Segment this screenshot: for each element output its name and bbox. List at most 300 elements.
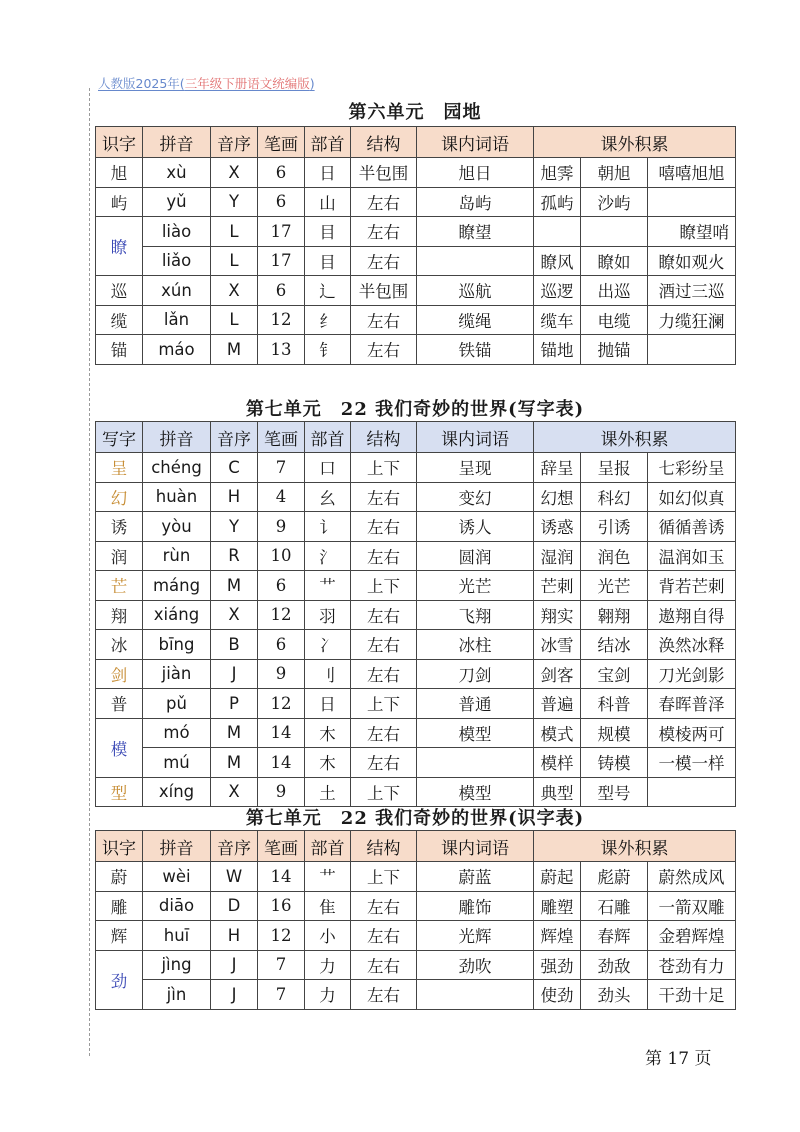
cell-pinyin: lǎn: [143, 305, 211, 335]
cell-word: 圆润: [417, 541, 534, 571]
cell-pinyin: rùn: [143, 541, 211, 571]
cell-ext: 瞭如: [581, 246, 648, 276]
cell-word: [417, 246, 534, 276]
cell-pinyin: jìn: [143, 980, 211, 1010]
cell-radical: 力: [305, 980, 351, 1010]
cell-order: L: [211, 246, 258, 276]
cell-order: L: [211, 217, 258, 247]
cell-structure: 左右: [351, 950, 417, 980]
cell-word: 诱人: [417, 512, 534, 542]
header-prefix: 人教版2025年(: [98, 76, 185, 91]
cell-structure: 左右: [351, 600, 417, 630]
cell-order: J: [211, 980, 258, 1010]
cell-order: M: [211, 718, 258, 748]
cell-strokes: 14: [258, 748, 305, 778]
cell-ext: 一箭双雕: [648, 891, 736, 921]
cell-ext: 循循善诱: [648, 512, 736, 542]
cell-structure: 上下: [351, 862, 417, 892]
cell-ext: 旭霁: [534, 158, 581, 188]
cell-ext: 力缆狂澜: [648, 305, 736, 335]
cell-word: 刀剑: [417, 659, 534, 689]
cell-ext: 石雕: [581, 891, 648, 921]
cell-ext: [648, 335, 736, 365]
table-unit7-writing: [95, 421, 736, 807]
cell-char: 诱: [96, 512, 143, 542]
cell-radical: 口: [305, 453, 351, 483]
cell-structure: 左右: [351, 748, 417, 778]
cell-ext: 朝旭: [581, 158, 648, 188]
cell-pinyin: liǎo: [143, 246, 211, 276]
cell-word: 呈现: [417, 453, 534, 483]
cell-radical: 讠: [305, 512, 351, 542]
cell-order: W: [211, 862, 258, 892]
cell-radical: 力: [305, 950, 351, 980]
cell-char: 瞭: [96, 217, 143, 276]
cell-char: 雕: [96, 891, 143, 921]
table-row: [96, 718, 736, 748]
table-row: [96, 689, 736, 719]
cell-ext: 春晖普泽: [648, 689, 736, 719]
cell-pinyin: wèi: [143, 862, 211, 892]
cell-pinyin: jiàn: [143, 659, 211, 689]
cell-char: 芒: [96, 571, 143, 601]
cell-strokes: 7: [258, 453, 305, 483]
cell-ext: 一模一样: [648, 748, 736, 778]
cell-strokes: 12: [258, 689, 305, 719]
cell-structure: 左右: [351, 512, 417, 542]
header-highlight: 三年级下册语文统编版: [184, 76, 310, 91]
cell-word: 蔚蓝: [417, 862, 534, 892]
table-row: [96, 862, 736, 892]
cell-word: 冰柱: [417, 630, 534, 660]
cell-strokes: 12: [258, 305, 305, 335]
cell-pinyin: xù: [143, 158, 211, 188]
cell-radical: 日: [305, 158, 351, 188]
cell-order: Y: [211, 187, 258, 217]
cell-ext: 翔实: [534, 600, 581, 630]
cell-radical: 木: [305, 748, 351, 778]
cell-strokes: 9: [258, 512, 305, 542]
cell-ext: 幻想: [534, 482, 581, 512]
table-row: [96, 659, 736, 689]
table-row: [96, 187, 736, 217]
cell-ext: [534, 217, 581, 247]
cell-order: P: [211, 689, 258, 719]
cell-strokes: 10: [258, 541, 305, 571]
cell-char: 普: [96, 689, 143, 719]
cell-ext: 七彩纷呈: [648, 453, 736, 483]
cell-radical: 小: [305, 921, 351, 951]
cell-word: 岛屿: [417, 187, 534, 217]
cell-ext: 铸模: [581, 748, 648, 778]
cell-pinyin: jìng: [143, 950, 211, 980]
cell-word: 模型: [417, 718, 534, 748]
cell-strokes: 6: [258, 571, 305, 601]
cell-radical: 纟: [305, 305, 351, 335]
cell-order: D: [211, 891, 258, 921]
cell-order: H: [211, 482, 258, 512]
table-header-row: [96, 127, 736, 158]
cell-ext: 型号: [581, 777, 648, 807]
cell-order: X: [211, 777, 258, 807]
header-word: 课内词语: [417, 422, 534, 453]
cell-ext: 孤屿: [534, 187, 581, 217]
cell-strokes: 14: [258, 718, 305, 748]
header-strokes: 笔画: [258, 831, 305, 862]
cell-ext: 劲头: [581, 980, 648, 1010]
cell-ext: 结冰: [581, 630, 648, 660]
cell-ext: 规模: [581, 718, 648, 748]
cell-ext: 芒刺: [534, 571, 581, 601]
cell-ext: 辉煌: [534, 921, 581, 951]
cell-ext: 模样: [534, 748, 581, 778]
cell-char: 翔: [96, 600, 143, 630]
cell-ext: 瞭如观火: [648, 246, 736, 276]
header-word: 课内词语: [417, 127, 534, 158]
cell-pinyin: mú: [143, 748, 211, 778]
cell-pinyin: bīng: [143, 630, 211, 660]
cell-strokes: 17: [258, 217, 305, 247]
cell-structure: 左右: [351, 630, 417, 660]
cell-ext: 雕塑: [534, 891, 581, 921]
cell-word: 旭日: [417, 158, 534, 188]
header-strokes: 笔画: [258, 127, 305, 158]
header-word: 课内词语: [417, 831, 534, 862]
cell-word: 雕饰: [417, 891, 534, 921]
cell-radical: 羽: [305, 600, 351, 630]
cell-ext: 彪蔚: [581, 862, 648, 892]
cell-ext: 普遍: [534, 689, 581, 719]
cell-structure: 左右: [351, 482, 417, 512]
table-row: [96, 305, 736, 335]
table-row: [96, 891, 736, 921]
cell-char: 巡: [96, 276, 143, 306]
cell-ext: 温润如玉: [648, 541, 736, 571]
cell-radical: 山: [305, 187, 351, 217]
cell-strokes: 6: [258, 630, 305, 660]
cell-strokes: 9: [258, 777, 305, 807]
cell-ext: 遨翔自得: [648, 600, 736, 630]
header-structure: 结构: [351, 831, 417, 862]
cell-ext: 使劲: [534, 980, 581, 1010]
cell-word: 瞭望: [417, 217, 534, 247]
cell-order: X: [211, 600, 258, 630]
cell-ext: 苍劲有力: [648, 950, 736, 980]
cell-ext: 科普: [581, 689, 648, 719]
cell-order: Y: [211, 512, 258, 542]
table-row: [96, 482, 736, 512]
cell-order: X: [211, 158, 258, 188]
cell-char: 润: [96, 541, 143, 571]
cell-ext: 蔚然成风: [648, 862, 736, 892]
table-row: [96, 335, 736, 365]
cell-word: 变幻: [417, 482, 534, 512]
cell-ext: 嘻嘻旭旭: [648, 158, 736, 188]
cell-pinyin: chéng: [143, 453, 211, 483]
cell-ext: 沙屿: [581, 187, 648, 217]
cell-structure: 左右: [351, 921, 417, 951]
cell-order: M: [211, 571, 258, 601]
cell-structure: 半包围: [351, 276, 417, 306]
cell-ext: 瞭望哨: [648, 217, 736, 247]
table-row: [96, 512, 736, 542]
cell-ext: 涣然冰释: [648, 630, 736, 660]
header-char: 写字: [96, 422, 143, 453]
table-unit7-reading: [95, 830, 736, 1010]
cell-order: J: [211, 659, 258, 689]
cell-ext: 宝剑: [581, 659, 648, 689]
cell-structure: 左右: [351, 891, 417, 921]
cell-order: M: [211, 748, 258, 778]
cell-radical: 土: [305, 777, 351, 807]
cell-word: 模型: [417, 777, 534, 807]
cell-word: 缆绳: [417, 305, 534, 335]
cell-char: 呈: [96, 453, 143, 483]
cell-order: J: [211, 950, 258, 980]
cell-ext: 润色: [581, 541, 648, 571]
cell-word: 巡航: [417, 276, 534, 306]
section-title-unit7-reading: 第七单元 22 我们奇妙的世界(识字表): [245, 808, 585, 829]
cell-strokes: 7: [258, 980, 305, 1010]
cell-word: 普通: [417, 689, 534, 719]
cell-order: H: [211, 921, 258, 951]
cell-strokes: 14: [258, 862, 305, 892]
cell-strokes: 6: [258, 276, 305, 306]
cell-word: 劲吹: [417, 950, 534, 980]
cell-order: L: [211, 305, 258, 335]
document-header: [98, 74, 315, 92]
cell-structure: 左右: [351, 659, 417, 689]
cell-structure: 上下: [351, 689, 417, 719]
cell-char: 屿: [96, 187, 143, 217]
cell-ext: 冰雪: [534, 630, 581, 660]
cell-ext: 模棱两可: [648, 718, 736, 748]
cell-order: X: [211, 276, 258, 306]
header-char: 识字: [96, 127, 143, 158]
cell-word: [417, 980, 534, 1010]
cell-ext: 电缆: [581, 305, 648, 335]
header-ext: 课外积累: [534, 422, 736, 453]
cell-ext: 剑客: [534, 659, 581, 689]
cell-ext: 模式: [534, 718, 581, 748]
header-strokes: 笔画: [258, 422, 305, 453]
cell-char: 模: [96, 718, 143, 777]
cell-ext: 蔚起: [534, 862, 581, 892]
header-order: 音序: [211, 831, 258, 862]
cell-char: 劲: [96, 950, 143, 1009]
table-row: [96, 921, 736, 951]
table-row: [96, 950, 736, 980]
cell-ext: 巡逻: [534, 276, 581, 306]
cell-order: R: [211, 541, 258, 571]
table-row: [96, 158, 736, 188]
cell-ext: 瞭风: [534, 246, 581, 276]
header-structure: 结构: [351, 422, 417, 453]
cell-ext: 刀光剑影: [648, 659, 736, 689]
cell-radical: 幺: [305, 482, 351, 512]
header-structure: 结构: [351, 127, 417, 158]
cell-word: 飞翔: [417, 600, 534, 630]
cell-radical: 日: [305, 689, 351, 719]
cell-pinyin: yǔ: [143, 187, 211, 217]
cell-ext: 抛锚: [581, 335, 648, 365]
cell-radical: 氵: [305, 541, 351, 571]
cell-ext: 典型: [534, 777, 581, 807]
cell-word: 铁锚: [417, 335, 534, 365]
cell-pinyin: yòu: [143, 512, 211, 542]
header-pinyin: 拼音: [143, 127, 211, 158]
cell-pinyin: liào: [143, 217, 211, 247]
cell-strokes: 6: [258, 158, 305, 188]
section-title-unit6: 第六单元 园地: [348, 102, 482, 123]
table-row: [96, 980, 736, 1010]
table-unit6: [95, 126, 736, 365]
cell-pinyin: xiáng: [143, 600, 211, 630]
cell-pinyin: mó: [143, 718, 211, 748]
cell-radical: 目: [305, 246, 351, 276]
binding-margin-line: [89, 88, 90, 1056]
cell-pinyin: xún: [143, 276, 211, 306]
header-radical: 部首: [305, 831, 351, 862]
cell-strokes: 9: [258, 659, 305, 689]
cell-structure: 左右: [351, 187, 417, 217]
cell-ext: 光芒: [581, 571, 648, 601]
cell-ext: 锚地: [534, 335, 581, 365]
cell-ext: 缆车: [534, 305, 581, 335]
table-row: [96, 630, 736, 660]
cell-pinyin: máng: [143, 571, 211, 601]
cell-radical: 隹: [305, 891, 351, 921]
cell-structure: 左右: [351, 217, 417, 247]
header-radical: 部首: [305, 422, 351, 453]
table-row: [96, 571, 736, 601]
cell-char: 幻: [96, 482, 143, 512]
cell-structure: 左右: [351, 305, 417, 335]
cell-strokes: 7: [258, 950, 305, 980]
cell-order: M: [211, 335, 258, 365]
table-row: [96, 276, 736, 306]
cell-pinyin: huàn: [143, 482, 211, 512]
cell-pinyin: huī: [143, 921, 211, 951]
cell-radical: 艹: [305, 862, 351, 892]
cell-ext: 强劲: [534, 950, 581, 980]
cell-ext: 如幻似真: [648, 482, 736, 512]
cell-order: B: [211, 630, 258, 660]
table-row: [96, 541, 736, 571]
cell-ext: 湿润: [534, 541, 581, 571]
page-number: 第 17 页: [645, 1049, 712, 1069]
header-order: 音序: [211, 127, 258, 158]
cell-ext: 背若芒刺: [648, 571, 736, 601]
cell-radical: 目: [305, 217, 351, 247]
cell-structure: 左右: [351, 246, 417, 276]
cell-radical: 辶: [305, 276, 351, 306]
cell-strokes: 17: [258, 246, 305, 276]
cell-char: 辉: [96, 921, 143, 951]
header-suffix: ): [309, 76, 315, 91]
cell-pinyin: diāo: [143, 891, 211, 921]
cell-ext: 翱翔: [581, 600, 648, 630]
cell-char: 蔚: [96, 862, 143, 892]
cell-ext: 科幻: [581, 482, 648, 512]
cell-word: 光芒: [417, 571, 534, 601]
cell-radical: 木: [305, 718, 351, 748]
cell-char: 剑: [96, 659, 143, 689]
cell-ext: 出巡: [581, 276, 648, 306]
cell-radical: 钅: [305, 335, 351, 365]
cell-char: 锚: [96, 335, 143, 365]
cell-strokes: 4: [258, 482, 305, 512]
table-row: [96, 217, 736, 247]
cell-radical: 刂: [305, 659, 351, 689]
cell-structure: 上下: [351, 571, 417, 601]
cell-word: [417, 748, 534, 778]
header-ext: 课外积累: [534, 127, 736, 158]
header-order: 音序: [211, 422, 258, 453]
table-row: [96, 748, 736, 778]
cell-structure: 上下: [351, 453, 417, 483]
cell-order: C: [211, 453, 258, 483]
cell-structure: 左右: [351, 541, 417, 571]
cell-ext: 春辉: [581, 921, 648, 951]
cell-ext: 辞呈: [534, 453, 581, 483]
cell-ext: [648, 187, 736, 217]
cell-pinyin: xíng: [143, 777, 211, 807]
table-row: [96, 246, 736, 276]
table-row: [96, 600, 736, 630]
cell-ext: 引诱: [581, 512, 648, 542]
cell-strokes: 16: [258, 891, 305, 921]
cell-ext: 劲敌: [581, 950, 648, 980]
cell-strokes: 13: [258, 335, 305, 365]
table-header-row: [96, 831, 736, 862]
cell-ext: 呈报: [581, 453, 648, 483]
header-char: 识字: [96, 831, 143, 862]
cell-char: 型: [96, 777, 143, 807]
cell-pinyin: pǔ: [143, 689, 211, 719]
section-title-unit7-writing: 第七单元 22 我们奇妙的世界(写字表): [245, 399, 585, 420]
header-radical: 部首: [305, 127, 351, 158]
cell-radical: 冫: [305, 630, 351, 660]
cell-word: 光辉: [417, 921, 534, 951]
cell-structure: 左右: [351, 718, 417, 748]
cell-structure: 半包围: [351, 158, 417, 188]
table-row: [96, 453, 736, 483]
cell-ext: 诱惑: [534, 512, 581, 542]
cell-char: 旭: [96, 158, 143, 188]
cell-strokes: 12: [258, 921, 305, 951]
cell-pinyin: máo: [143, 335, 211, 365]
cell-ext: 金碧辉煌: [648, 921, 736, 951]
cell-strokes: 12: [258, 600, 305, 630]
cell-structure: 左右: [351, 335, 417, 365]
cell-ext: 酒过三巡: [648, 276, 736, 306]
cell-ext: [648, 777, 736, 807]
table-header-row: [96, 422, 736, 453]
cell-ext: [581, 217, 648, 247]
header-ext: 课外积累: [534, 831, 736, 862]
cell-structure: 上下: [351, 777, 417, 807]
cell-ext: 干劲十足: [648, 980, 736, 1010]
cell-strokes: 6: [258, 187, 305, 217]
header-pinyin: 拼音: [143, 422, 211, 453]
table-row: [96, 777, 736, 807]
cell-char: 冰: [96, 630, 143, 660]
cell-structure: 左右: [351, 980, 417, 1010]
cell-char: 缆: [96, 305, 143, 335]
header-pinyin: 拼音: [143, 831, 211, 862]
cell-radical: 艹: [305, 571, 351, 601]
